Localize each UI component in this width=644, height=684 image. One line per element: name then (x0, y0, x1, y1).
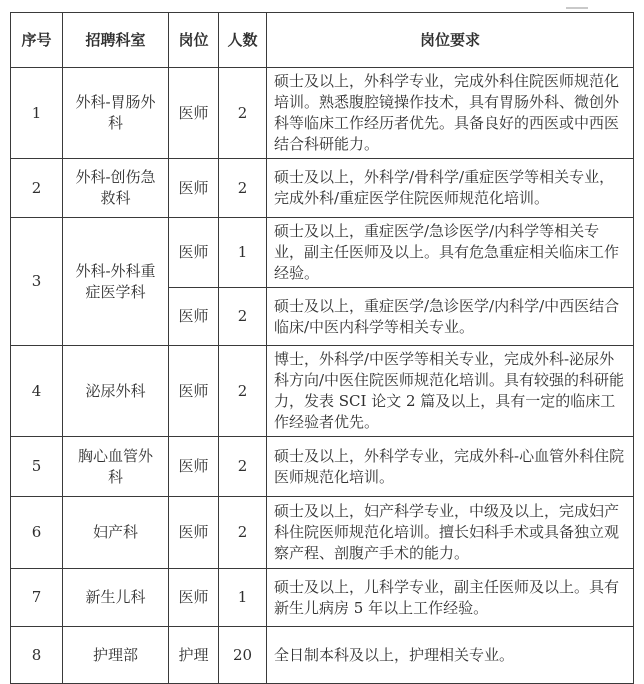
row-requirements: 硕士及以上，外科学专业，完成外科-心血管外科住院医师规范化培训。 (267, 437, 634, 497)
table-row (11, 627, 634, 684)
table-row (11, 159, 634, 218)
row-no: 2 (11, 159, 63, 218)
row-dept: 妇产科 (63, 497, 169, 569)
row-no: 7 (11, 569, 63, 627)
row-count: 2 (219, 288, 267, 346)
table-row (11, 497, 634, 569)
row-count: 2 (219, 497, 267, 569)
table-row (11, 569, 634, 627)
row-requirements: 硕士及以上，儿科学专业，副主任医师及以上。具有新生儿病房 5 年以上工作经验。 (267, 569, 634, 627)
row-no: 8 (11, 627, 63, 684)
row-count: 20 (219, 627, 267, 684)
row-post: 医师 (169, 218, 219, 288)
row-requirements: 硕士及以上，重症医学/急诊医学/内科学/中西医结合临床/中医内科学等相关专业。 (267, 288, 634, 346)
row-requirements: 硕士及以上，重症医学/急诊医学/内科学等相关专业，副主任医师及以上。具有危急重症相关临床工作经验。 (267, 218, 634, 288)
table-row (11, 346, 634, 437)
row-post: 医师 (169, 288, 219, 346)
row-no: 3 (11, 218, 63, 346)
row-post: 医师 (169, 569, 219, 627)
row-dept: 护理部 (63, 627, 169, 684)
row-count: 2 (219, 68, 267, 159)
row-requirements: 硕士及以上，外科学专业，完成外科住院医师规范化培训。熟悉腹腔镜操作技术，具有胃肠外科、微创外科等临床工作经历者优先。具备良好的西医或中西医结合科研能力。 (267, 68, 634, 159)
table-row (11, 68, 634, 159)
row-dept: 胸心血管外科 (63, 437, 169, 497)
row-no: 1 (11, 68, 63, 159)
row-count: 2 (219, 159, 267, 218)
header-post: 岗位 (169, 13, 219, 68)
row-dept: 新生儿科 (63, 569, 169, 627)
row-no: 5 (11, 437, 63, 497)
scan-artifact (566, 7, 588, 9)
row-post: 医师 (169, 346, 219, 437)
row-no: 6 (11, 497, 63, 569)
row-dept: 外科-创伤急救科 (63, 159, 169, 218)
row-requirements: 硕士及以上，妇产科学专业，中级及以上，完成妇产科住院医师规范化培训。擅长妇科手术或具备独立观察产程、剖腹产手术的能力。 (267, 497, 634, 569)
header-count: 人数 (219, 13, 267, 68)
row-count: 2 (219, 346, 267, 437)
row-dept: 外科-外科重症医学科 (63, 218, 169, 346)
header-no: 序号 (11, 13, 63, 68)
table-row (11, 437, 634, 497)
row-requirements: 博士，外科学/中医学等相关专业，完成外科-泌尿外科方向/中医住院医师规范化培训。具有较强的科研能力，发表 SCI 论文 2 篇及以上，具有一定的临床工作经验者优先。 (267, 346, 634, 437)
header-row (11, 13, 634, 68)
table-row (11, 218, 634, 288)
row-no: 4 (11, 346, 63, 437)
row-post: 医师 (169, 159, 219, 218)
row-count: 1 (219, 569, 267, 627)
row-requirements: 硕士及以上，外科学/骨科学/重症医学等相关专业，完成外科/重症医学住院医师规范化培训。 (267, 159, 634, 218)
header-dept: 招聘科室 (63, 13, 169, 68)
row-count: 1 (219, 218, 267, 288)
row-post: 护理 (169, 627, 219, 684)
row-count: 2 (219, 437, 267, 497)
row-post: 医师 (169, 68, 219, 159)
header-requirements: 岗位要求 (267, 13, 634, 68)
row-post: 医师 (169, 497, 219, 569)
row-dept: 泌尿外科 (63, 346, 169, 437)
row-dept: 外科-胃肠外科 (63, 68, 169, 159)
row-requirements: 全日制本科及以上，护理相关专业。 (267, 627, 634, 684)
row-post: 医师 (169, 437, 219, 497)
recruitment-table (10, 12, 634, 684)
